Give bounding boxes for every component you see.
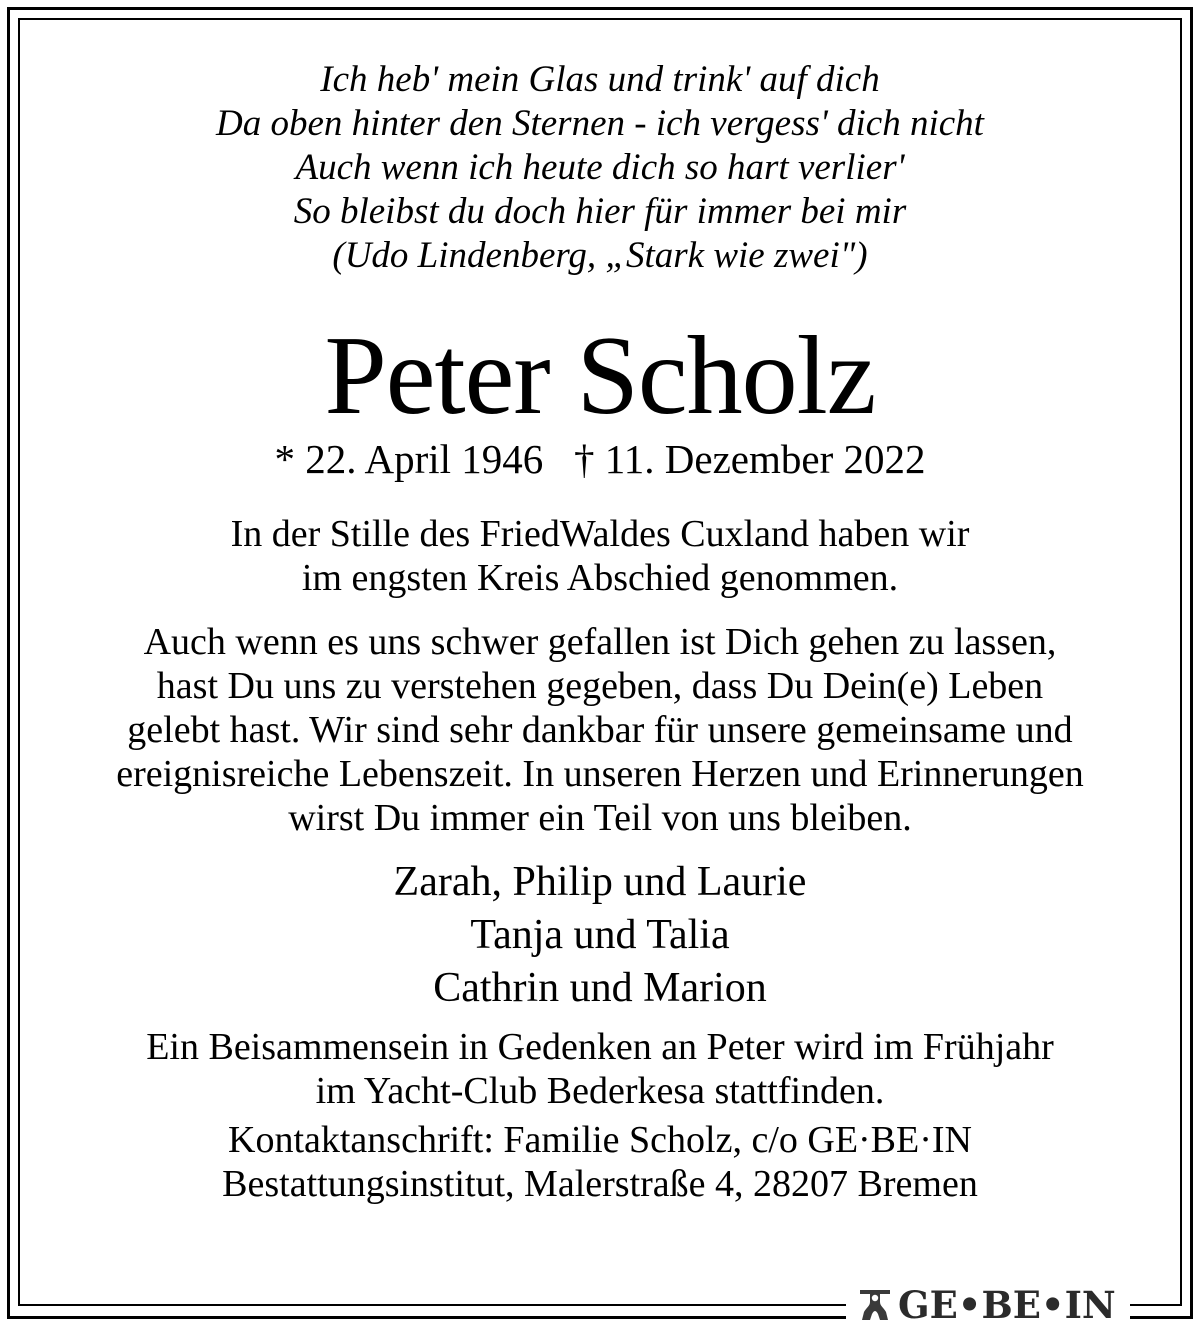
poem-line: So bleibst du doch hier für immer bei mir xyxy=(293,191,907,232)
mourner-line: Cathrin und Marion xyxy=(433,965,767,1011)
message-line: gelebt hast. Wir sind sehr dankbar für unsere gemeinsame und xyxy=(127,709,1073,751)
obituary-content xyxy=(20,20,1180,1206)
poem-line: Auch wenn ich heute dich so hart verlier' xyxy=(295,147,905,188)
farewell-line: In der Stille des FriedWaldes Cuxland haben wir xyxy=(230,513,970,555)
poem-line: Da oben hinter den Sternen - ich vergess' dich nicht xyxy=(216,103,984,144)
poem-line: Ich heb' mein Glas und trink' auf dich xyxy=(320,59,880,100)
poem-attribution: (Udo Lindenberg, „Stark wie zwei") xyxy=(332,235,868,276)
funeral-home-logo xyxy=(846,1283,1130,1327)
message-line: hast Du uns zu verstehen gegeben, dass Du Dein(e) Leben xyxy=(156,665,1044,707)
message-line: ereignisreiche Lebenszeit. In unseren Herzen und Erinnerungen xyxy=(116,753,1084,795)
mourner-line: Zarah, Philip und Laurie xyxy=(393,859,807,905)
figure-logo-icon xyxy=(858,1288,892,1322)
gathering-line: im Yacht-Club Bederkesa stattfinden. xyxy=(315,1070,885,1112)
mourner-line: Tanja und Talia xyxy=(470,912,730,958)
gathering-text xyxy=(20,1025,1180,1113)
deceased-name: Peter Scholz xyxy=(324,314,876,438)
birth-date: * 22. April 1946 xyxy=(274,436,544,482)
contact-text xyxy=(20,1118,1180,1206)
message-line: wirst Du immer ein Teil von uns bleiben. xyxy=(288,797,912,839)
contact-line: Kontaktanschrift: Familie Scholz, c/o GE·BE·IN xyxy=(228,1119,972,1161)
message-text xyxy=(20,620,1180,840)
message-line: Auch wenn es uns schwer gefallen ist Dich gehen zu lassen, xyxy=(143,621,1057,663)
gathering-line: Ein Beisammensein in Gedenken an Peter wird im Frühjahr xyxy=(146,1026,1054,1068)
logo-text: GE•BE•IN xyxy=(898,1283,1116,1327)
contact-line: Bestattungsinstitut, Malerstraße 4, 28207 Bremen xyxy=(222,1163,978,1205)
death-date: † 11. Dezember 2022 xyxy=(574,436,926,482)
poem xyxy=(20,58,1180,278)
farewell-text xyxy=(20,512,1180,600)
farewell-line: im engsten Kreis Abschied genommen. xyxy=(301,557,899,599)
life-dates xyxy=(20,434,1180,484)
mourners xyxy=(20,856,1180,1015)
